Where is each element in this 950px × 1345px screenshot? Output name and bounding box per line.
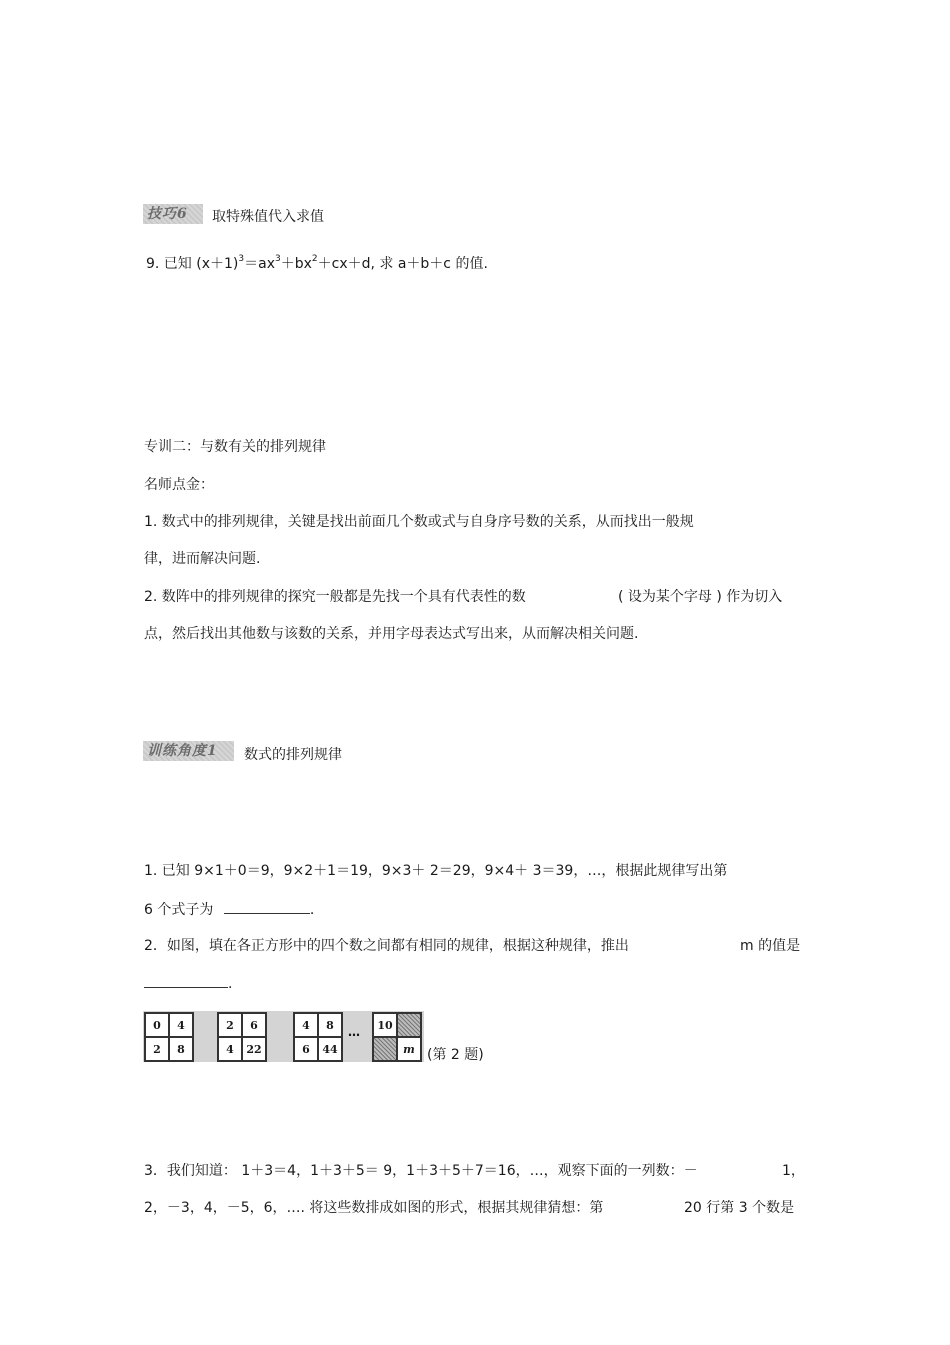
- square-2: [217, 1012, 267, 1062]
- q9-part2: ＝ax: [244, 256, 275, 272]
- tip2-line2: 点，然后找出其他数与该数的关系，并用字母表达式写出来，从而解决相关问题.: [144, 626, 639, 642]
- q9-exp2: 3: [274, 254, 281, 264]
- square-1: [144, 1012, 194, 1062]
- tip6-title: 取特殊值代入求值: [212, 209, 324, 225]
- tips-title: 名师点金：: [144, 477, 214, 493]
- square-3-tr: 8: [318, 1013, 342, 1037]
- p2-figure: [143, 1011, 424, 1062]
- square-1-tr: 4: [169, 1013, 193, 1037]
- tip2-line1-a: 2. 数阵中的排列规律的探究一般都是先找一个具有代表性的数: [144, 589, 526, 605]
- tip1-line1: 1. 数式中的排列规律，关键是找出前面几个数或式与自身序号数的关系，从而找出一般规: [144, 514, 694, 530]
- square-1-br: 8: [169, 1037, 193, 1061]
- angle1-badge: 训练角度1: [143, 741, 234, 761]
- angle1-title: 数式的排列规律: [244, 747, 342, 763]
- p2-blank-line: [144, 974, 232, 993]
- square-2-tr: 6: [242, 1013, 266, 1037]
- p3-line2-b: 20 行第 3 个数是: [684, 1200, 795, 1216]
- p1-line2: [144, 900, 314, 919]
- figure-ellipsis: …: [348, 1025, 360, 1039]
- p2-line1-a: 2．如图，填在各正方形中的四个数之间都有相同的规律，根据这种规律，推出: [144, 938, 629, 954]
- q9-exp1: 3: [238, 254, 245, 264]
- square-1-tl: 0: [145, 1013, 169, 1037]
- square-3-bl: 6: [294, 1037, 318, 1061]
- p3-line2-a: 2，－3，4，－5，6，…. 将这些数排成如图的形式，根据其规律猜想：第: [144, 1200, 604, 1216]
- square-2-bl: 4: [218, 1037, 242, 1061]
- square-4-bl-hatched: [373, 1037, 397, 1061]
- square-4-br: m: [397, 1037, 421, 1061]
- q9-part4: ＋cx＋d, 求 a＋b＋c 的值.: [317, 256, 488, 272]
- square-4: [372, 1012, 422, 1062]
- square-2-tl: 2: [218, 1013, 242, 1037]
- p2-answer-blank: [144, 974, 228, 988]
- p3-line1-a: 3．我们知道： 1＋3＝4，1＋3＋5＝ 9，1＋3＋5＋7＝16，…，观察下面的一列数：－: [144, 1163, 698, 1179]
- p3-line1-b: 1，: [782, 1163, 805, 1179]
- q9-prefix: 9. 已知 (x＋1): [146, 256, 239, 272]
- square-3-tl: 4: [294, 1013, 318, 1037]
- p2-line1-b: m 的值是: [740, 938, 801, 954]
- square-2-br: 22: [242, 1037, 266, 1061]
- question-9: [146, 250, 488, 273]
- square-4-tr-hatched: [397, 1013, 421, 1037]
- tip1-line2: 律，进而解决问题.: [144, 551, 261, 567]
- section2-heading: 专训二：与数有关的排列规律: [144, 439, 326, 455]
- tip2-line1-b: ( 设为某个字母 ) 作为切入: [618, 589, 783, 605]
- p1-end: .: [309, 902, 315, 918]
- p1-answer-blank: [224, 900, 310, 914]
- square-3-br: 44: [318, 1037, 342, 1061]
- tip6-badge: 技巧6: [143, 204, 203, 224]
- square-1-bl: 2: [145, 1037, 169, 1061]
- q9-exp3: 2: [311, 254, 318, 264]
- square-3: [293, 1012, 343, 1062]
- p2-end: .: [228, 976, 233, 992]
- p2-caption: (第 2 题): [427, 1047, 484, 1063]
- square-4-tl: 10: [373, 1013, 397, 1037]
- p1-line1: 1. 已知 9×1＋0＝9，9×2＋1＝19，9×3＋ 2＝29，9×4＋ 3＝39，…，根据此规律写出第: [144, 863, 728, 879]
- q9-part3: ＋bx: [280, 256, 312, 272]
- p1-line2-text: 6 个式子为: [144, 902, 214, 918]
